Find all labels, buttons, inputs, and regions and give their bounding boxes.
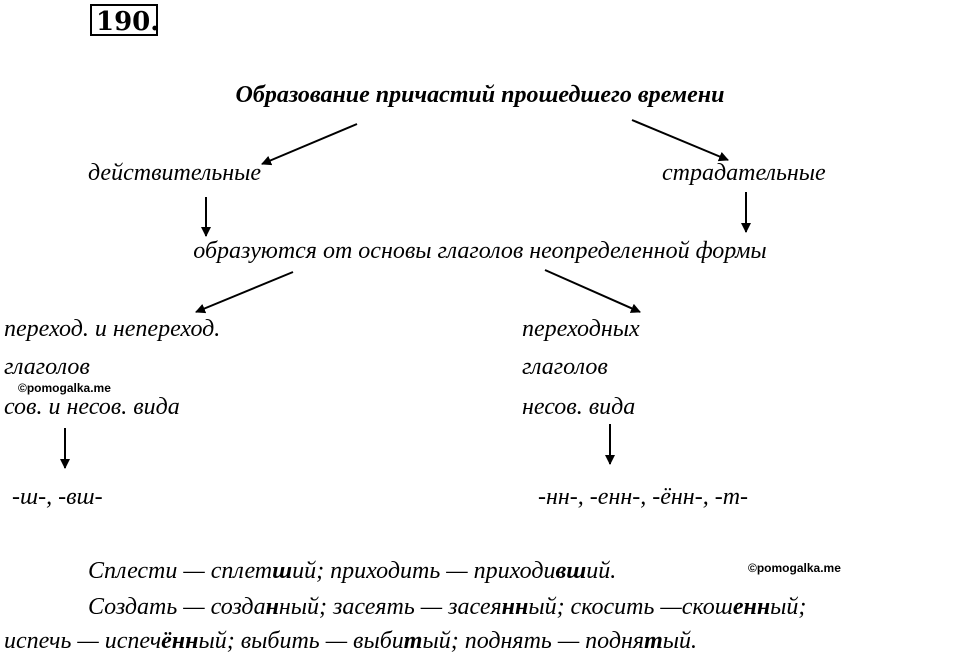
passive-suffixes: -нн-, -енн-, -ённ-, -т- xyxy=(538,484,749,510)
ex2-seg-4: ый; скосить —скош xyxy=(528,594,733,620)
ex2-seg-3: нн xyxy=(501,594,529,620)
ex2-seg-5: енн xyxy=(732,594,771,620)
ex2-seg-2: ный; засеять — засея xyxy=(278,594,502,620)
ex1-seg-1: ш xyxy=(272,558,293,584)
watermark-left: ©pomogalka.me xyxy=(18,381,111,395)
ex3-seg-4: ый; поднять — подня xyxy=(422,628,645,654)
branch-passive: страдательные xyxy=(662,160,826,186)
ex2-seg-0: Создать — созда xyxy=(88,594,266,620)
right-condition-line-2: глаголов xyxy=(522,354,608,380)
ex1-seg-2: ий; приходить — приходи xyxy=(292,558,556,584)
ex2-seg-6: ый; xyxy=(770,594,807,620)
ex3-seg-2: ый; выбить — выби xyxy=(198,628,404,654)
ex3-seg-1: ённ xyxy=(161,628,199,654)
ex1-seg-0: Сплести — сплет xyxy=(88,558,273,584)
branch-active: действительные xyxy=(88,160,262,186)
right-condition-line-3: несов. вида xyxy=(522,394,636,420)
exercise-number: 190. xyxy=(90,4,158,36)
left-condition-line-2: глаголов xyxy=(4,354,90,380)
ex2-seg-1: н xyxy=(265,594,279,620)
ex3-seg-3: т xyxy=(403,628,423,654)
ex3-seg-5: т xyxy=(644,628,663,654)
arrow-title-to-active xyxy=(262,124,357,164)
active-suffixes: -ш-, -вш- xyxy=(12,484,103,510)
arrow-rule-to-left xyxy=(196,272,293,312)
ex1-seg-3: вш xyxy=(555,558,587,584)
ex1-seg-4: ий. xyxy=(586,558,617,584)
arrow-title-to-passive xyxy=(632,120,728,160)
left-condition-line-1: переход. и непереход. xyxy=(4,316,221,342)
arrow-rule-to-right xyxy=(545,270,640,312)
right-condition-line-1: переходных xyxy=(522,316,640,342)
ex3-seg-6: ый. xyxy=(662,628,698,654)
ex3-seg-0: испечь — испеч xyxy=(4,628,162,654)
formation-rule: образуются от основы глаголов неопределенной формы xyxy=(193,238,767,264)
watermark-right: ©pomogalka.me xyxy=(748,561,841,575)
left-condition-line-3: сов. и несов. вида xyxy=(4,394,180,420)
diagram-title: Образование причастий прошедшего времени xyxy=(235,82,725,108)
